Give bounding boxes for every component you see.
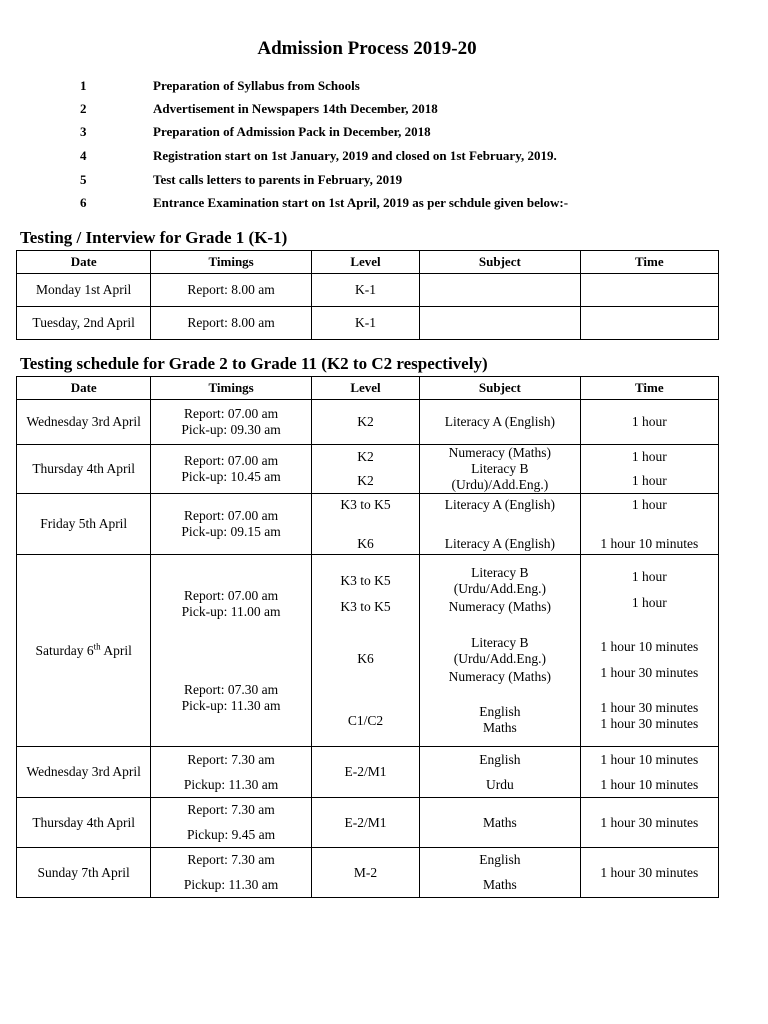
table-row bbox=[17, 798, 719, 848]
duration-value: 1 hour 10 minutes bbox=[600, 639, 699, 654]
subject-cell bbox=[420, 494, 580, 555]
duration-value: 1 hour 10 minutes bbox=[600, 535, 699, 551]
level-cell: M-2 bbox=[311, 848, 419, 898]
duration-value: 1 hour 30 minutes bbox=[600, 665, 699, 680]
subject-value: Literacy B (Urdu)/Add.Eng.) bbox=[451, 461, 549, 492]
subject-cell: Maths bbox=[420, 798, 580, 848]
timing-cell bbox=[151, 798, 311, 848]
subject-cell bbox=[420, 555, 580, 747]
subject-value: Maths bbox=[482, 720, 517, 735]
report-time: Report: 7.30 am bbox=[187, 802, 275, 817]
header-level: Level bbox=[311, 251, 419, 274]
table-row bbox=[17, 445, 719, 494]
table-row bbox=[17, 848, 719, 898]
level-cell bbox=[311, 555, 419, 747]
subject-value: Urdu bbox=[485, 776, 514, 792]
timing-cell: Report: 8.00 am bbox=[151, 274, 311, 307]
step-item bbox=[0, 148, 768, 170]
level-cell: K2 bbox=[311, 400, 419, 445]
grade2-11-section-title: Testing schedule for Grade 2 to Grade 11 (K2 to C2 respectively) bbox=[20, 354, 488, 373]
pickup-time: Pickup: 11.30 am bbox=[183, 776, 279, 792]
timing-cell bbox=[151, 848, 311, 898]
subject-value: Literacy B (Urdu/Add.Eng.) bbox=[453, 635, 546, 666]
level-value: K3 to K5 bbox=[340, 598, 391, 614]
level-value: K6 bbox=[357, 650, 374, 666]
grade2-11-schedule-table bbox=[16, 376, 719, 898]
table-row bbox=[17, 494, 719, 555]
pickup-time: Pick-up: 09.15 am bbox=[181, 524, 281, 539]
time-cell bbox=[580, 747, 718, 798]
subject-value: English bbox=[479, 704, 521, 719]
timing-cell bbox=[151, 555, 311, 747]
report-time: Report: 07.30 am bbox=[184, 681, 279, 697]
time-cell bbox=[580, 494, 718, 555]
table-row bbox=[17, 400, 719, 445]
step-text: Entrance Examination start on 1st April, 2019 as per schdule given below:- bbox=[153, 195, 569, 210]
step-number: 4 bbox=[80, 148, 87, 163]
pickup-time: Pick-up: 10.45 am bbox=[181, 469, 281, 484]
table-row bbox=[17, 307, 719, 340]
grade1-section-title: Testing / Interview for Grade 1 (K-1) bbox=[20, 228, 288, 247]
level-value: K3 to K5 bbox=[340, 496, 391, 512]
date-cell: Wednesday 3rd April bbox=[17, 747, 151, 798]
timing-cell: Report: 8.00 am bbox=[151, 307, 311, 340]
pickup-time: Pick-up: 11.00 am bbox=[181, 603, 281, 619]
date-cell: Tuesday, 2nd April bbox=[17, 307, 151, 340]
level-value: K2 bbox=[357, 473, 374, 488]
grade1-schedule-table bbox=[16, 250, 719, 340]
date-cell bbox=[17, 555, 151, 747]
pickup-time: Pickup: 11.30 am bbox=[183, 877, 279, 892]
step-number: 3 bbox=[80, 124, 87, 139]
header-time: Time bbox=[580, 251, 718, 274]
step-item bbox=[0, 101, 768, 123]
subject-value: English bbox=[479, 852, 521, 867]
header-timings: Timings bbox=[151, 377, 311, 400]
level-cell bbox=[311, 494, 419, 555]
header-level: Level bbox=[311, 377, 419, 400]
subject-cell: Literacy A (English) bbox=[420, 400, 580, 445]
step-number: 5 bbox=[80, 172, 87, 187]
pickup-time: Pick-up: 11.30 am bbox=[181, 697, 281, 713]
report-time: Report: 07.00 am bbox=[184, 453, 279, 468]
date-cell: Sunday 7th April bbox=[17, 848, 151, 898]
duration-value: 1 hour 10 minutes bbox=[600, 776, 699, 792]
subject-cell bbox=[420, 747, 580, 798]
header-subject: Subject bbox=[420, 377, 580, 400]
report-time: Report: 07.00 am bbox=[184, 508, 279, 523]
subject-value: Literacy B (Urdu/Add.Eng.) bbox=[453, 565, 546, 596]
pickup-time: Pickup: 9.45 am bbox=[187, 827, 276, 842]
subject-cell bbox=[420, 445, 580, 494]
date-cell: Thursday 4th April bbox=[17, 798, 151, 848]
level-cell: K-1 bbox=[311, 274, 419, 307]
date-cell: Friday 5th April bbox=[17, 494, 151, 555]
level-value: K2 bbox=[357, 449, 374, 464]
time-cell bbox=[580, 307, 718, 340]
date-cell: Thursday 4th April bbox=[17, 445, 151, 494]
time-cell: 1 hour bbox=[580, 400, 718, 445]
subject-value: Maths bbox=[482, 877, 517, 892]
subject-cell bbox=[420, 274, 580, 307]
step-text: Advertisement in Newspapers 14th December, 2018 bbox=[153, 101, 438, 116]
time-cell: 1 hour 30 minutes bbox=[580, 798, 718, 848]
step-text: Registration start on 1st January, 2019 and closed on 1st February, 2019. bbox=[153, 148, 557, 163]
duration-value: 1 hour bbox=[631, 496, 667, 512]
step-number: 6 bbox=[80, 195, 87, 210]
table-header-row bbox=[17, 251, 719, 274]
level-value: K6 bbox=[357, 535, 374, 551]
subject-cell bbox=[420, 307, 580, 340]
level-cell: E-2/M1 bbox=[311, 747, 419, 798]
subject-cell bbox=[420, 848, 580, 898]
table-row bbox=[17, 747, 719, 798]
report-time: Report: 07.00 am bbox=[184, 587, 279, 603]
subject-value: English bbox=[479, 751, 521, 767]
date-text: Saturday 6 bbox=[35, 642, 94, 658]
step-number: 1 bbox=[80, 78, 87, 93]
date-suffix: th bbox=[93, 641, 101, 651]
duration-value: 1 hour 30 minutes bbox=[600, 700, 699, 715]
level-cell bbox=[311, 445, 419, 494]
duration-value: 1 hour bbox=[631, 449, 667, 464]
time-cell: 1 hour 30 minutes bbox=[580, 848, 718, 898]
header-subject: Subject bbox=[420, 251, 580, 274]
step-text: Test calls letters to parents in February, 2019 bbox=[153, 172, 403, 187]
step-item bbox=[0, 195, 768, 217]
step-text: Preparation of Syllabus from Schools bbox=[153, 78, 360, 93]
header-date: Date bbox=[17, 377, 151, 400]
header-time: Time bbox=[580, 377, 718, 400]
time-cell bbox=[580, 555, 718, 747]
subject-value: Numeracy (Maths) bbox=[448, 669, 552, 684]
subject-value: Literacy A (English) bbox=[444, 535, 555, 551]
step-item bbox=[0, 172, 768, 194]
timing-cell bbox=[151, 494, 311, 555]
duration-value: 1 hour bbox=[631, 473, 667, 488]
duration-value: 1 hour 10 minutes bbox=[600, 751, 699, 767]
step-item bbox=[0, 78, 768, 100]
table-header-row bbox=[17, 377, 719, 400]
date-text: April bbox=[100, 642, 132, 658]
header-timings: Timings bbox=[151, 251, 311, 274]
time-cell bbox=[580, 274, 718, 307]
timing-cell bbox=[151, 400, 311, 445]
page-title: Admission Process 2019-20 bbox=[257, 38, 477, 59]
header-date: Date bbox=[17, 251, 151, 274]
level-cell: K-1 bbox=[311, 307, 419, 340]
date-cell: Wednesday 3rd April bbox=[17, 400, 151, 445]
date-cell: Monday 1st April bbox=[17, 274, 151, 307]
pickup-time: Pick-up: 09.30 am bbox=[181, 422, 281, 437]
table-row bbox=[17, 555, 719, 747]
duration-value: 1 hour 30 minutes bbox=[600, 716, 699, 731]
step-text: Preparation of Admission Pack in December, 2018 bbox=[153, 124, 431, 139]
subject-value: Literacy A (English) bbox=[444, 496, 555, 512]
duration-value: 1 hour bbox=[631, 595, 667, 610]
time-cell bbox=[580, 445, 718, 494]
level-value: K3 to K5 bbox=[340, 572, 391, 588]
duration-value: 1 hour bbox=[631, 569, 667, 584]
table-row bbox=[17, 274, 719, 307]
timing-cell bbox=[151, 747, 311, 798]
subject-value: Numeracy (Maths) bbox=[448, 445, 552, 460]
step-item bbox=[0, 124, 768, 146]
report-time: Report: 07.00 am bbox=[184, 406, 279, 421]
report-time: Report: 7.30 am bbox=[187, 751, 275, 767]
timing-cell bbox=[151, 445, 311, 494]
step-number: 2 bbox=[80, 101, 87, 116]
level-cell: E-2/M1 bbox=[311, 798, 419, 848]
subject-value: Numeracy (Maths) bbox=[448, 599, 552, 614]
level-value: C1/C2 bbox=[347, 712, 384, 728]
report-time: Report: 7.30 am bbox=[187, 852, 275, 867]
